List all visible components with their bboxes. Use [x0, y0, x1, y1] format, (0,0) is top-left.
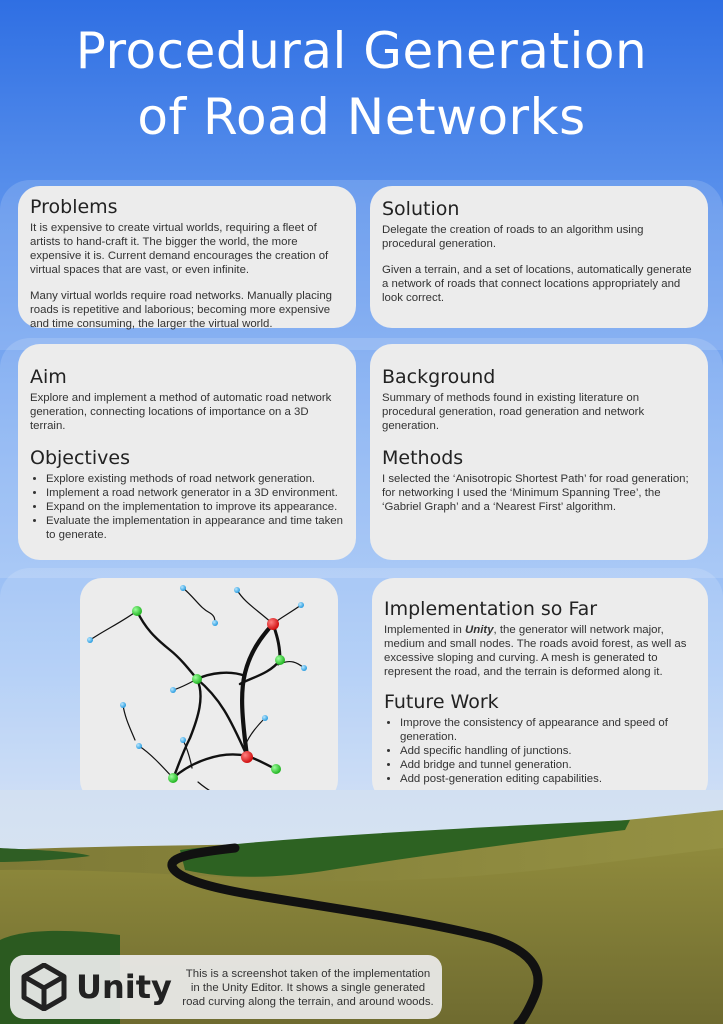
poster-title: [0, 18, 723, 150]
aim-text: Explore and implement a method of automatic road network generation, connecting locations of importance on a 3D terrain.: [30, 392, 332, 432]
unity-screenshot-caption: This is a screenshot taken of the implementation in the Unity Editor. It shows a single generated road curving along the terrain, and around woods.: [182, 968, 434, 1008]
unity-wordmark: Unity: [76, 968, 172, 1006]
aim-heading: Aim: [30, 366, 67, 388]
objective-item: • Evaluate the implementation in appearance and time taken to generate.: [46, 514, 344, 542]
future-work-item: • Add specific handling of junctions.: [400, 744, 696, 758]
future-work-list: [384, 716, 696, 786]
background-heading: Background: [382, 366, 496, 388]
road-small: [123, 705, 135, 740]
objectives-list: [30, 472, 344, 542]
road-small: [139, 746, 173, 778]
objectives-heading: Objectives: [30, 447, 130, 469]
medium-node: [271, 764, 281, 774]
methods-text: I selected the ‘Anisotropic Shortest Path’ for road generation; for networking I used the ‘Minimum Spanning Tree’, the ‘Gabriel Graph’ and a ‘Nearest First’ algorithm.: [382, 473, 689, 513]
problems-text-2: Many virtual worlds require road networks. Manually placing roads is repetitive and laborious; becoming more expensive and time consuming, the larger the virtual world.: [30, 290, 332, 330]
future-work-item: • Add post-generation editing capabilities.: [400, 772, 696, 786]
small-node: [262, 715, 268, 721]
implementation-text: Implemented in Unity, the generator will network major, medium and small nodes. The roads avoid forest, as well as excessive sloping and curving. A mesh is generated to represent the road, and the terrain is deformed along it.: [384, 624, 687, 678]
major-node: [267, 618, 279, 630]
solution-card: [370, 186, 708, 328]
small-node: [301, 665, 307, 671]
road-small: [90, 611, 137, 640]
small-node: [136, 743, 142, 749]
road-small: [183, 588, 215, 623]
road-medium: [197, 679, 247, 756]
road-major: [242, 624, 273, 756]
small-node: [298, 602, 304, 608]
aim-card: [18, 344, 356, 560]
problems-card: [18, 186, 356, 328]
road-small: [237, 590, 273, 624]
unity-caption-box: [10, 955, 442, 1019]
future-work-item: • Improve the consistency of appearance and speed of generation.: [400, 716, 696, 744]
small-node: [87, 637, 93, 643]
unity-logo-icon: [20, 963, 68, 1011]
road-medium: [173, 755, 247, 778]
title-line-1: Procedural Generation: [75, 22, 648, 80]
road-medium: [197, 673, 245, 679]
small-node: [180, 585, 186, 591]
implementation-card: [372, 578, 708, 802]
problems-heading: Problems: [30, 196, 118, 218]
implementation-heading: Implementation so Far: [384, 598, 598, 620]
background-card: [370, 344, 708, 560]
problems-text-1: It is expensive to create virtual worlds, requiring a fleet of artists to hand-craft it. The bigger the world, the more expensive it is. Current demand encourages the creation of virtual spaces that are vast, or even infinite.: [30, 222, 329, 276]
methods-heading: Methods: [382, 447, 464, 469]
medium-node: [192, 674, 202, 684]
future-work-item: • Add bridge and tunnel generation.: [400, 758, 696, 772]
solution-text-2: Given a terrain, and a set of locations, automatically generate a network of roads that connect locations appropriately and look correct.: [382, 264, 692, 304]
small-node: [212, 620, 218, 626]
medium-node: [168, 773, 178, 783]
small-node: [180, 737, 186, 743]
small-node: [120, 702, 126, 708]
small-node: [234, 587, 240, 593]
medium-node: [275, 655, 285, 665]
road-small: [245, 718, 265, 746]
future-work-heading: Future Work: [384, 691, 499, 713]
major-node: [241, 751, 253, 763]
unity-emphasis: Unity: [465, 624, 494, 636]
objective-item: • Implement a road network generator in a 3D environment.: [46, 486, 344, 500]
title-line-2: of Road Networks: [137, 88, 586, 146]
road-medium: [137, 611, 197, 679]
objective-item: • Expand on the implementation to improve its appearance.: [46, 500, 344, 514]
small-node: [170, 687, 176, 693]
objective-item: • Explore existing methods of road network generation.: [46, 472, 344, 486]
road-network-diagram: [80, 578, 338, 802]
medium-node: [132, 606, 142, 616]
background-text: Summary of methods found in existing literature on procedural generation, road generation and network generation.: [382, 392, 645, 432]
solution-text-1: Delegate the creation of roads to an algorithm using procedural generation.: [382, 224, 644, 250]
solution-heading: Solution: [382, 198, 460, 220]
network-diagram-card: [80, 578, 338, 802]
